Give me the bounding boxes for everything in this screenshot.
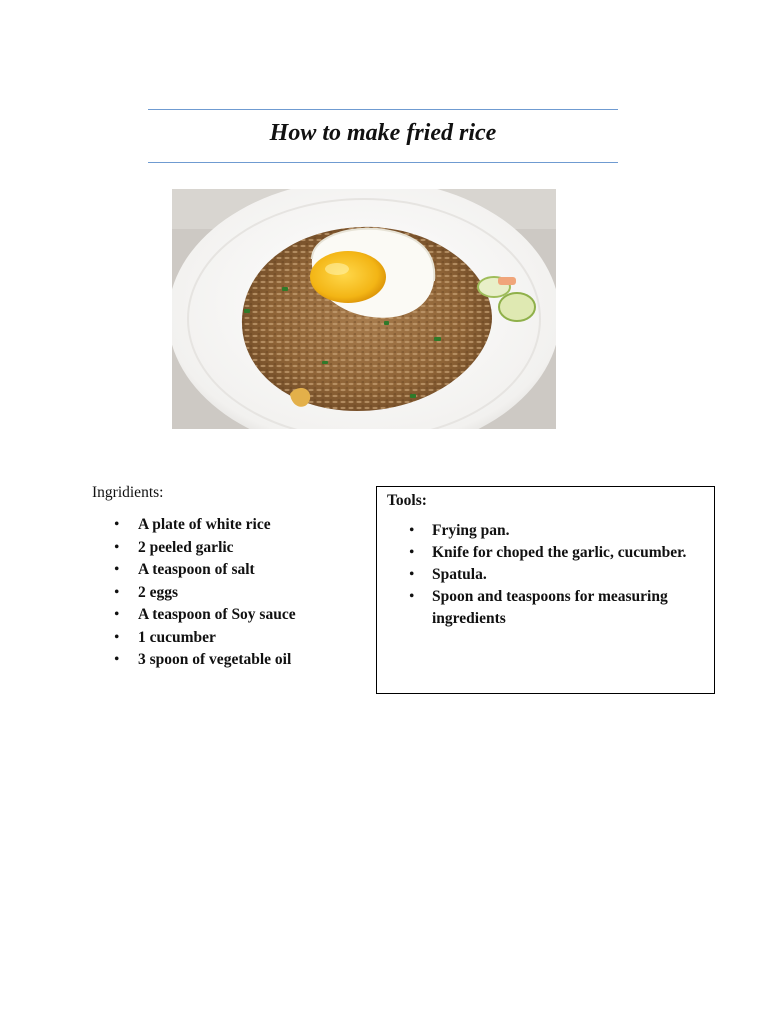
bullet-icon: • [409,588,415,605]
ingredient-item: • 2 eggs [92,582,362,605]
bullet-icon: • [409,522,415,539]
tools-list [387,520,704,630]
tool-item: • Knife for choped the garlic, cucumber. [387,542,704,564]
bullet-icon: • [114,538,120,556]
bullet-icon: • [114,583,120,601]
tools-label: Tools: [387,492,427,509]
ingredient-item: • A plate of white rice [92,514,362,537]
ingredients-list [92,514,362,672]
ingredient-item: • 3 spoon of vegetable oil [92,649,362,672]
tool-item: • Spoon and teaspoons for measuring ingredients [409,588,668,627]
ingredient-item: • 1 cucumber [92,627,362,650]
ingredients-section [92,484,362,672]
bullet-icon: • [114,561,120,578]
bullet-icon: • [409,544,415,561]
tool-item: • Frying pan. [387,520,704,542]
title-bottom-rule [148,162,618,163]
page-title: How to make fried rice [269,120,497,146]
ingredients-label: Ingridients: [92,484,164,501]
tools-box [376,486,715,694]
fried-rice-photo [172,189,556,429]
bullet-icon: • [114,516,120,533]
tool-item: • Spatula. [387,564,704,586]
fried-rice-illustration [172,189,556,429]
bullet-icon: • [114,628,120,646]
ingredient-item: • A teaspoon of salt [92,559,362,582]
bullet-icon: • [114,606,120,623]
ingredient-item: • A teaspoon of Soy sauce [92,604,362,627]
bullet-icon: • [114,651,120,668]
title-top-rule [148,109,618,110]
ingredient-item: • 2 peeled garlic [92,537,362,560]
bullet-icon: • [409,566,415,583]
